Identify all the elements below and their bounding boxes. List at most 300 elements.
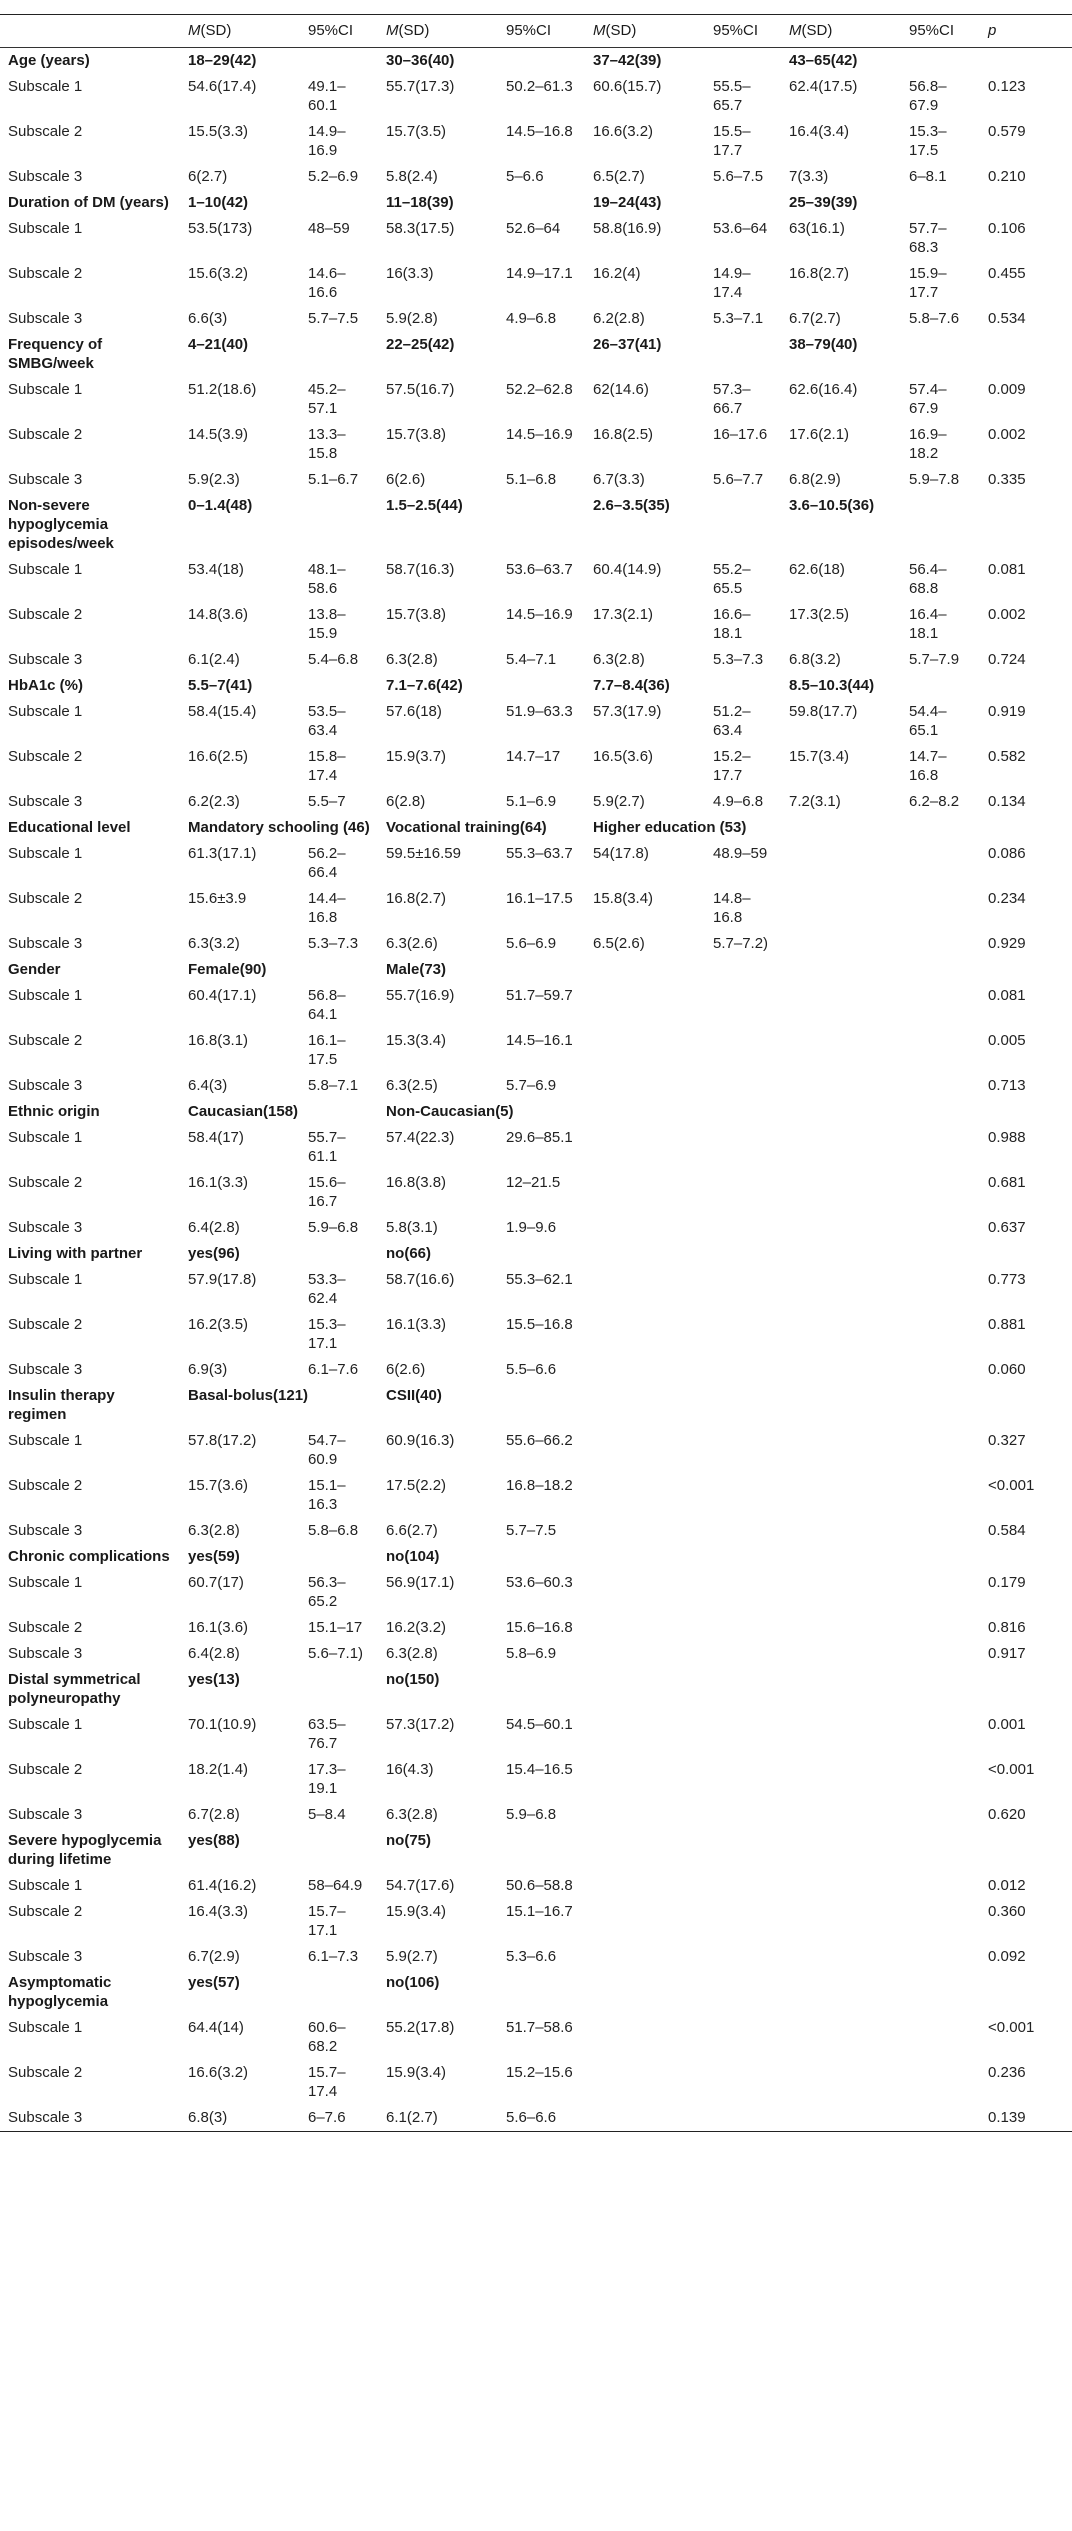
ci-cell: 4.9–6.8 — [506, 310, 557, 327]
mean-sd-cell — [781, 1712, 901, 1757]
mean-sd-cell — [585, 1028, 705, 1073]
mean-sd-cell: 16.8(2.7) — [386, 890, 447, 907]
row-label: Subscale 1 — [8, 1716, 83, 1733]
ci-cell — [901, 1899, 980, 1944]
ci-cell: 53.5–63.4 — [308, 703, 346, 739]
p-value-cell: 0.210 — [988, 168, 1026, 185]
table-row — [0, 467, 1072, 493]
ci-cell: 14.4–16.8 — [308, 890, 346, 926]
p-value-cell: 0.012 — [988, 1877, 1026, 1894]
ci-cell — [901, 1615, 980, 1641]
mean-sd-cell: 6(2.6) — [386, 471, 426, 488]
group-level — [585, 1667, 781, 1712]
group-level: no(66) — [386, 1245, 431, 1262]
ci-cell — [705, 1028, 781, 1073]
p-value-cell: 0.917 — [988, 1645, 1026, 1662]
mean-sd-cell: 53.4(18) — [188, 561, 244, 578]
ci-cell: 50.2–61.3 — [506, 78, 573, 95]
mean-sd-cell: 60.7(17) — [188, 1574, 244, 1591]
group-header-row — [0, 957, 1072, 983]
group-level — [585, 1828, 781, 1873]
p-value-cell: 0.724 — [988, 651, 1026, 668]
group-level: Vocational training(64) — [386, 819, 547, 836]
table-row — [0, 886, 1072, 931]
group-label: Asymptomatic hypoglycemia — [8, 1974, 112, 2010]
ci-cell: 53.6–64 — [713, 220, 768, 237]
mean-sd-cell: 57.6(18) — [386, 703, 442, 720]
mean-sd-cell — [585, 1873, 705, 1899]
p-value-cell: 0.134 — [988, 793, 1026, 810]
mean-sd-cell — [585, 983, 705, 1028]
mean-sd-cell — [781, 1757, 901, 1802]
mean-sd-cell: 16.8(3.8) — [386, 1174, 447, 1191]
mean-sd-cell: 63(16.1) — [789, 220, 845, 237]
group-level: no(104) — [386, 1548, 440, 1565]
group-level: Caucasian(158) — [188, 1103, 299, 1120]
ci-cell — [705, 1170, 781, 1215]
mean-sd-cell: 16.2(3.5) — [188, 1316, 249, 1333]
ci-cell: 13.8–15.9 — [308, 606, 346, 642]
ci-cell: 4.9–6.8 — [713, 793, 764, 810]
group-level: 30–36(40) — [386, 52, 455, 69]
row-label: Subscale 1 — [8, 2019, 83, 2036]
mean-sd-cell: 57.8(17.2) — [188, 1432, 257, 1449]
ci-cell — [705, 1712, 781, 1757]
ci-cell: 5.3–7.3 — [713, 651, 764, 668]
group-p-empty — [980, 1241, 1072, 1267]
ci-cell: 5.1–6.8 — [506, 471, 557, 488]
mean-sd-cell: 57.3(17.9) — [593, 703, 662, 720]
mean-sd-cell: 6.5(2.7) — [593, 168, 645, 185]
ci-cell — [901, 1641, 980, 1667]
ci-cell: 5.9–6.8 — [506, 1806, 557, 1823]
p-value-cell: 0.919 — [988, 703, 1026, 720]
p-value-cell: 0.584 — [988, 1522, 1026, 1539]
group-p-empty — [980, 673, 1072, 699]
group-label: HbA1c (%) — [8, 677, 84, 694]
ci-cell: 16.4–18.1 — [909, 606, 947, 642]
group-level: Male(73) — [386, 961, 447, 978]
ci-cell — [901, 1073, 980, 1099]
mean-sd-cell: 6.3(2.6) — [386, 935, 438, 952]
p-value-cell: 0.929 — [988, 935, 1026, 952]
p-value-cell: 0.060 — [988, 1361, 1026, 1378]
ci-cell: 60.6–68.2 — [308, 2019, 346, 2055]
ci-cell: 5–8.4 — [308, 1806, 346, 1823]
row-label: Subscale 1 — [8, 561, 83, 578]
group-level: 11–18(39) — [386, 194, 454, 211]
group-level: 18–29(42) — [188, 52, 257, 69]
mean-sd-cell — [781, 1428, 901, 1473]
mean-sd-cell: 6.1(2.4) — [188, 651, 240, 668]
ci-cell: 55.6–66.2 — [506, 1432, 573, 1449]
group-level: CSII(40) — [386, 1387, 442, 1404]
ci-cell: 5.8–6.8 — [308, 1522, 359, 1539]
mean-sd-cell: 53.5(173) — [188, 220, 253, 237]
table-row — [0, 1357, 1072, 1383]
mean-sd-cell — [585, 1125, 705, 1170]
mean-sd-cell: 16.6(3.2) — [188, 2064, 249, 2081]
ci-cell: 53.3–62.4 — [308, 1271, 346, 1307]
ci-cell: 5.5–6.6 — [506, 1361, 557, 1378]
table-row — [0, 699, 1072, 744]
mean-sd-cell — [585, 2105, 705, 2132]
table-row — [0, 1944, 1072, 1970]
ci-cell: 15.5–16.8 — [506, 1316, 573, 1333]
table-row — [0, 1473, 1072, 1518]
row-label: Subscale 2 — [8, 890, 83, 907]
mean-sd-cell: 18.2(1.4) — [188, 1761, 249, 1778]
table-row — [0, 2060, 1072, 2105]
ci-cell: 15.9–17.7 — [909, 265, 947, 301]
group-label: Living with partner — [8, 1245, 143, 1262]
mean-sd-cell: 6.3(2.8) — [188, 1522, 240, 1539]
ci-cell — [901, 886, 980, 931]
ci-cell: 14.5–16.9 — [506, 426, 573, 443]
ci-cell — [901, 1944, 980, 1970]
mean-sd-cell — [781, 1873, 901, 1899]
mean-sd-cell: 16(3.3) — [386, 265, 434, 282]
table-row — [0, 647, 1072, 673]
ci-cell: 15.1–16.3 — [308, 1477, 346, 1513]
mean-sd-cell: 15.7(3.8) — [386, 606, 447, 623]
ci-cell: 6.2–8.2 — [909, 793, 960, 810]
group-p-empty — [980, 190, 1072, 216]
mean-sd-cell — [781, 1802, 901, 1828]
group-level — [781, 1383, 980, 1428]
mean-sd-cell: 6.3(2.8) — [386, 1645, 438, 1662]
mean-sd-cell: 56.9(17.1) — [386, 1574, 455, 1591]
group-level — [585, 1383, 781, 1428]
group-label: Non-severe hypoglycemia episodes/week — [8, 497, 114, 552]
ci-cell — [901, 1028, 980, 1073]
mean-sd-cell — [781, 1615, 901, 1641]
ci-cell: 15.6–16.8 — [506, 1619, 573, 1636]
ci-cell: 6–7.6 — [300, 2105, 378, 2132]
mean-sd-cell: 55.7(16.9) — [386, 987, 455, 1004]
ci-cell: 5.3–7.1 — [713, 310, 764, 327]
row-label: Subscale 1 — [8, 1271, 83, 1288]
ci-cell — [705, 1570, 781, 1615]
p-value-cell: 0.009 — [988, 381, 1026, 398]
ci-cell: 49.1–60.1 — [308, 78, 346, 114]
p-value-cell: 0.816 — [988, 1619, 1026, 1636]
p-value-cell: 0.579 — [988, 123, 1026, 140]
mean-sd-cell: 15.7(3.4) — [789, 748, 850, 765]
table-row — [0, 1570, 1072, 1615]
ci-cell — [901, 1570, 980, 1615]
row-label: Subscale 1 — [8, 78, 83, 95]
ci-cell — [901, 1802, 980, 1828]
mean-sd-cell — [585, 1357, 705, 1383]
row-label: Subscale 1 — [8, 987, 83, 1004]
mean-sd-cell: 70.1(10.9) — [188, 1716, 257, 1733]
ci-cell: 15.2–17.7 — [713, 748, 751, 784]
ci-cell: 54.4–65.1 — [909, 703, 947, 739]
ci-cell — [901, 983, 980, 1028]
mean-sd-cell: 57.9(17.8) — [188, 1271, 257, 1288]
ci-cell: 57.3–66.7 — [713, 381, 751, 417]
p-value-cell: 0.139 — [980, 2105, 1072, 2132]
ci-cell: 48–59 — [308, 220, 350, 237]
mean-sd-cell: 15.7(3.8) — [386, 426, 447, 443]
ci-cell: 6.1–7.6 — [308, 1361, 359, 1378]
mean-sd-cell: 58.3(17.5) — [386, 220, 455, 237]
group-level — [781, 1667, 980, 1712]
mean-sd-cell — [585, 1170, 705, 1215]
mean-sd-cell: 16.4(3.4) — [789, 123, 850, 140]
table-row — [0, 1641, 1072, 1667]
mean-sd-cell: 6.7(3.3) — [593, 471, 645, 488]
mean-sd-cell — [781, 2015, 901, 2060]
ci-cell: 16.1–17.5 — [308, 1032, 346, 1068]
header-mean-sd: M(SD) — [585, 15, 705, 48]
ci-cell — [705, 1944, 781, 1970]
mean-sd-cell: 60.9(16.3) — [386, 1432, 455, 1449]
mean-sd-cell: 6.3(2.8) — [386, 651, 438, 668]
row-label: Subscale 3 — [0, 2105, 180, 2132]
p-value-cell: 0.005 — [988, 1032, 1026, 1049]
group-header-row — [0, 1828, 1072, 1873]
p-value-cell: 0.123 — [988, 78, 1026, 95]
header-mean-sd: M(SD) — [781, 15, 901, 48]
p-value-cell: 0.534 — [988, 310, 1026, 327]
mean-sd-cell — [585, 1215, 705, 1241]
p-value-cell: 0.360 — [988, 1903, 1026, 1920]
p-value-cell: 0.455 — [988, 265, 1026, 282]
p-value-cell: 0.881 — [988, 1316, 1026, 1333]
group-level — [781, 957, 980, 983]
table-row — [0, 261, 1072, 306]
group-level: 2.6–3.5(35) — [593, 497, 670, 514]
group-level: yes(88) — [188, 1832, 240, 1849]
ci-cell: 55.5–65.7 — [713, 78, 751, 114]
row-label: Subscale 2 — [8, 426, 83, 443]
row-label: Subscale 3 — [8, 168, 83, 185]
mean-sd-cell: 5.9(2.8) — [386, 310, 438, 327]
ci-cell: 55.3–62.1 — [506, 1271, 573, 1288]
group-level — [585, 957, 781, 983]
mean-sd-cell: 6.9(3) — [188, 1361, 228, 1378]
ci-cell: 14.9–17.4 — [713, 265, 751, 301]
mean-sd-cell: 17.3(2.5) — [789, 606, 850, 623]
mean-sd-cell — [781, 1215, 901, 1241]
table-row — [0, 1073, 1072, 1099]
group-header-row — [0, 1667, 1072, 1712]
ci-cell: 16–17.6 — [713, 426, 768, 443]
mean-sd-cell: 58.7(16.3) — [386, 561, 455, 578]
mean-sd-cell: 64.4(14) — [188, 2019, 244, 2036]
group-level: 43–65(42) — [789, 52, 858, 69]
group-level — [781, 1099, 980, 1125]
ci-cell — [705, 1641, 781, 1667]
mean-sd-cell: 15.9(3.4) — [386, 1903, 447, 1920]
group-header-row — [0, 1383, 1072, 1428]
mean-sd-cell — [781, 1267, 901, 1312]
ci-cell: 57.4–67.9 — [909, 381, 947, 417]
mean-sd-cell — [781, 1641, 901, 1667]
mean-sd-cell — [781, 1312, 901, 1357]
group-header-row — [0, 190, 1072, 216]
ci-cell — [705, 1615, 781, 1641]
table-row — [0, 377, 1072, 422]
row-label: Subscale 3 — [8, 1948, 83, 1965]
mean-sd-cell: 54.6(17.4) — [188, 78, 257, 95]
ci-cell: 1.9–9.6 — [506, 1219, 557, 1236]
ci-cell: 5.7–7.9 — [909, 651, 960, 668]
p-value-cell: 0.086 — [988, 845, 1026, 862]
ci-cell — [901, 2015, 980, 2060]
ci-cell: 58–64.9 — [308, 1877, 363, 1894]
mean-sd-cell — [781, 1170, 901, 1215]
table-row — [0, 1518, 1072, 1544]
ci-cell: 16.6–18.1 — [713, 606, 751, 642]
group-level — [781, 1828, 980, 1873]
group-p-empty — [980, 957, 1072, 983]
mean-sd-cell: 6(2.7) — [188, 168, 228, 185]
table-row — [0, 1170, 1072, 1215]
p-value-cell: 0.713 — [988, 1077, 1026, 1094]
row-label: Subscale 3 — [8, 651, 83, 668]
ci-cell: 15.4–16.5 — [506, 1761, 573, 1778]
group-level: yes(13) — [188, 1671, 240, 1688]
row-label: Subscale 2 — [8, 1477, 83, 1494]
row-label: Subscale 3 — [8, 471, 83, 488]
group-level: 3.6–10.5(36) — [789, 497, 875, 514]
mean-sd-cell — [781, 1125, 901, 1170]
mean-sd-cell — [585, 1641, 705, 1667]
ci-cell: 12–21.5 — [506, 1174, 561, 1191]
table-row — [0, 1873, 1072, 1899]
mean-sd-cell: 6.8(3.2) — [789, 651, 841, 668]
row-label: Subscale 2 — [8, 606, 83, 623]
table-row — [0, 74, 1072, 119]
group-level: 7.1–7.6(42) — [386, 677, 463, 694]
mean-sd-cell: 16.6(3.2) — [593, 123, 654, 140]
row-label: Subscale 2 — [8, 1316, 83, 1333]
ci-cell: 56.2–66.4 — [308, 845, 346, 881]
ci-cell: 14.9–16.9 — [308, 123, 346, 159]
mean-sd-cell: 16.1(3.6) — [188, 1619, 249, 1636]
group-label: Age (years) — [8, 52, 90, 69]
mean-sd-cell: 6.3(3.2) — [188, 935, 240, 952]
mean-sd-cell: 16.4(3.3) — [188, 1903, 249, 1920]
group-level: yes(96) — [188, 1245, 240, 1262]
ci-cell: 5.6–7.7 — [713, 471, 764, 488]
ci-cell: 5.8–7.1 — [308, 1077, 359, 1094]
table-row — [0, 216, 1072, 261]
mean-sd-cell: 6.4(3) — [188, 1077, 228, 1094]
mean-sd-cell: 6.3(2.8) — [386, 1806, 438, 1823]
table-row — [0, 983, 1072, 1028]
ci-cell: 5.9–7.8 — [909, 471, 960, 488]
mean-sd-cell: 6.2(2.3) — [188, 793, 240, 810]
row-label: Subscale 1 — [8, 381, 83, 398]
row-label: Subscale 1 — [8, 1574, 83, 1591]
table-row — [0, 744, 1072, 789]
mean-sd-cell — [781, 1028, 901, 1073]
group-level: 7.7–8.4(36) — [593, 677, 670, 694]
table-row — [0, 602, 1072, 647]
header-ci: 95%CI — [498, 15, 585, 48]
ci-cell — [901, 1357, 980, 1383]
ci-cell — [705, 2060, 781, 2105]
ci-cell: 5.8–7.6 — [909, 310, 960, 327]
mean-sd-cell — [585, 1267, 705, 1312]
mean-sd-cell — [585, 1428, 705, 1473]
mean-sd-cell: 57.3(17.2) — [386, 1716, 455, 1733]
mean-sd-cell — [781, 2060, 901, 2105]
mean-sd-cell: 16.8(2.5) — [593, 426, 654, 443]
group-level: 25–39(39) — [789, 194, 858, 211]
results-table — [0, 14, 1072, 2132]
group-label: Insulin therapy regimen — [8, 1387, 115, 1423]
table-row — [0, 1028, 1072, 1073]
ci-cell — [705, 1267, 781, 1312]
row-label: Subscale 3 — [8, 1077, 83, 1094]
p-value-cell: 0.335 — [988, 471, 1026, 488]
group-level — [781, 1970, 980, 2015]
mean-sd-cell: 6.4(2.8) — [188, 1219, 240, 1236]
group-header-row — [0, 1544, 1072, 1570]
row-label: Subscale 3 — [8, 1645, 83, 1662]
mean-sd-cell: 61.3(17.1) — [188, 845, 257, 862]
row-label: Subscale 2 — [8, 123, 83, 140]
p-value-cell: 0.327 — [988, 1432, 1026, 1449]
group-header-row — [0, 1099, 1072, 1125]
mean-sd-cell — [585, 1802, 705, 1828]
mean-sd-cell: 54.7(17.6) — [386, 1877, 455, 1894]
mean-sd-cell: 6.3(2.8) — [593, 651, 645, 668]
group-level — [585, 1970, 781, 2015]
group-level: 22–25(42) — [386, 336, 455, 353]
row-label: Subscale 2 — [8, 1761, 83, 1778]
group-level: 19–24(43) — [593, 194, 662, 211]
ci-cell — [901, 2105, 980, 2132]
group-header-row — [0, 48, 1072, 75]
ci-cell: 57.7–68.3 — [909, 220, 947, 256]
mean-sd-cell — [781, 886, 901, 931]
mean-sd-cell: 60.6(15.7) — [593, 78, 662, 95]
mean-sd-cell: 17.3(2.1) — [593, 606, 654, 623]
p-value-cell: 0.002 — [988, 606, 1026, 623]
ci-cell: 6.1–7.3 — [308, 1948, 359, 1965]
ci-cell — [705, 2105, 781, 2132]
mean-sd-cell: 57.4(22.3) — [386, 1129, 455, 1146]
mean-sd-cell — [781, 2105, 901, 2132]
ci-cell: 14.5–16.1 — [506, 1032, 573, 1049]
ci-cell: 29.6–85.1 — [506, 1129, 573, 1146]
mean-sd-cell — [585, 1712, 705, 1757]
header-mean-sd: M(SD) — [378, 15, 498, 48]
ci-cell: 5.6–7.1) — [308, 1645, 364, 1662]
ci-cell: 45.2–57.1 — [308, 381, 346, 417]
group-level: 37–42(39) — [593, 52, 662, 69]
ci-cell — [705, 1757, 781, 1802]
row-label: Subscale 1 — [8, 1129, 83, 1146]
group-level: 8.5–10.3(44) — [789, 677, 875, 694]
p-value-cell: 0.106 — [988, 220, 1026, 237]
ci-cell: 51.7–58.6 — [506, 2019, 573, 2036]
ci-cell: 55.3–63.7 — [506, 845, 573, 862]
ci-cell — [705, 1312, 781, 1357]
table-row — [0, 422, 1072, 467]
table-row — [0, 164, 1072, 190]
p-value-cell: 0.179 — [988, 1574, 1026, 1591]
ci-cell: 15.1–16.7 — [506, 1903, 573, 1920]
p-value-cell: <0.001 — [988, 1477, 1035, 1494]
ci-cell: 14.9–17.1 — [506, 265, 573, 282]
